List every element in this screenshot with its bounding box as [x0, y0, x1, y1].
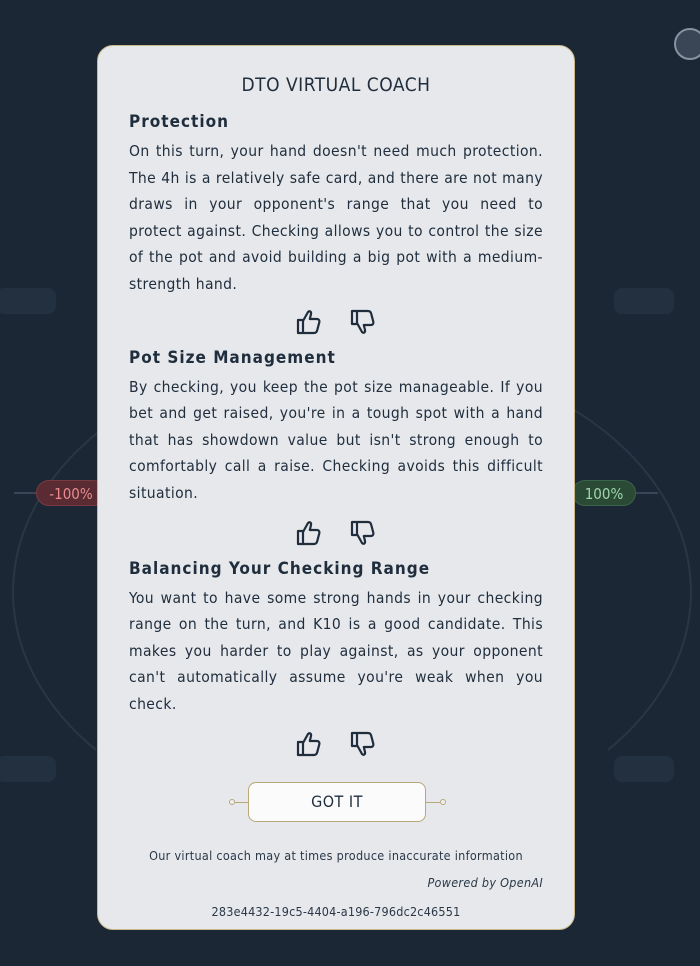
background-box [614, 756, 674, 782]
thumbs-up-icon[interactable] [294, 729, 324, 759]
background-positive-pill: 100% [572, 480, 636, 506]
feedback-row [129, 302, 543, 342]
background-box [0, 756, 56, 782]
powered-by-text: Powered by OpenAI [427, 874, 543, 890]
section-body-protection: On this turn, your hand doesn't need much protection. The 4h is a relatively safe card, and there are not many draws in your opponent's range that you need to protect against. Checking allows you to control the size of the pot and avoid building a big pot with a medium-strength hand. [129, 142, 543, 293]
feedback-row [129, 724, 543, 764]
thumbs-up-icon[interactable] [294, 307, 324, 337]
decor-dot [440, 799, 446, 805]
disclaimer-text: Our virtual coach may at times produce inaccurate information [149, 847, 523, 863]
decor-line [235, 802, 248, 804]
thumbs-down-icon[interactable] [348, 518, 378, 548]
section-title-protection: Protection [129, 112, 229, 132]
background-box [0, 288, 56, 314]
background-line-left [14, 492, 36, 494]
thumbs-down-icon[interactable] [348, 307, 378, 337]
modal-title: DTO VIRTUAL COACH [241, 74, 431, 96]
background-box [614, 288, 674, 314]
corner-menu-icon[interactable] [674, 28, 700, 60]
section-title-pot-size: Pot Size Management [129, 347, 336, 368]
session-id: 283e4432-19c5-4404-a196-796dc2c46551 [211, 903, 461, 919]
got-it-row [129, 782, 543, 824]
thumbs-up-icon[interactable] [294, 518, 324, 548]
background-line-right [636, 492, 658, 494]
section-body-pot-size: By checking, you keep the pot size manageable. If you bet and get raised, you're in a tough spot with a hand that has showdown value but isn't strong enough to comfortably call a raise. Checking avoids this difficult situation. [129, 377, 543, 502]
decor-line [426, 802, 440, 804]
section-title-balancing: Balancing Your Checking Range [129, 558, 431, 579]
background-negative-pill: -100% [36, 480, 106, 506]
virtual-coach-modal [97, 45, 575, 930]
feedback-row [129, 513, 543, 553]
section-body-balancing: You want to have some strong hands in your checking range on the turn, and K10 is a good candidate. This makes you harder to play against, as your opponent can't automatically assume you're weak when you check. [129, 588, 543, 713]
thumbs-down-icon[interactable] [348, 729, 378, 759]
got-it-button[interactable]: GOT IT [248, 782, 426, 822]
